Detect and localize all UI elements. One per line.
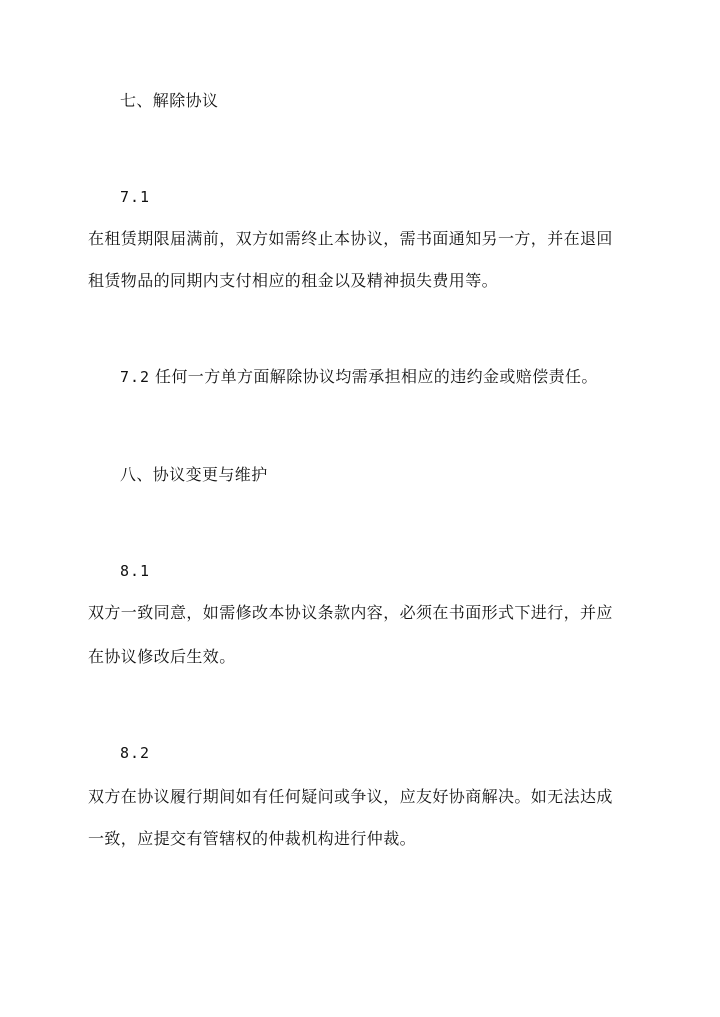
clause-8-1-line-2: 在协议修改后生效。 bbox=[88, 647, 236, 666]
section-heading-8: 八、协议变更与维护 bbox=[120, 465, 268, 484]
clause-7-2-text: 任何一方单方面解除协议均需承担相应的违约金或赔偿责任。 bbox=[155, 367, 598, 386]
clause-7-1-line-2: 租赁物品的同期内支付相应的租金以及精神损失费用等。 bbox=[88, 271, 499, 290]
clause-number-8-1: 8.1 bbox=[120, 562, 151, 580]
clause-number-7-2: 7.2 bbox=[120, 368, 151, 386]
clause-8-1-line-1: 双方一致同意，如需修改本协议条款内容，必须在书面形式下进行，并应 bbox=[88, 603, 613, 622]
clause-8-2-line-1: 双方在协议履行期间如有任何疑问或争议，应友好协商解决。如无法达成 bbox=[88, 787, 613, 806]
clause-8-2-line-2: 一致，应提交有管辖权的仲裁机构进行仲裁。 bbox=[88, 829, 417, 848]
clause-7-1-line-1: 在租赁期限届满前，双方如需终止本协议，需书面通知另一方，并在退回 bbox=[88, 229, 613, 248]
clause-number-7-1: 7.1 bbox=[120, 188, 151, 206]
clause-number-8-2: 8.2 bbox=[120, 744, 151, 762]
section-heading-7: 七、解除协议 bbox=[120, 91, 219, 110]
